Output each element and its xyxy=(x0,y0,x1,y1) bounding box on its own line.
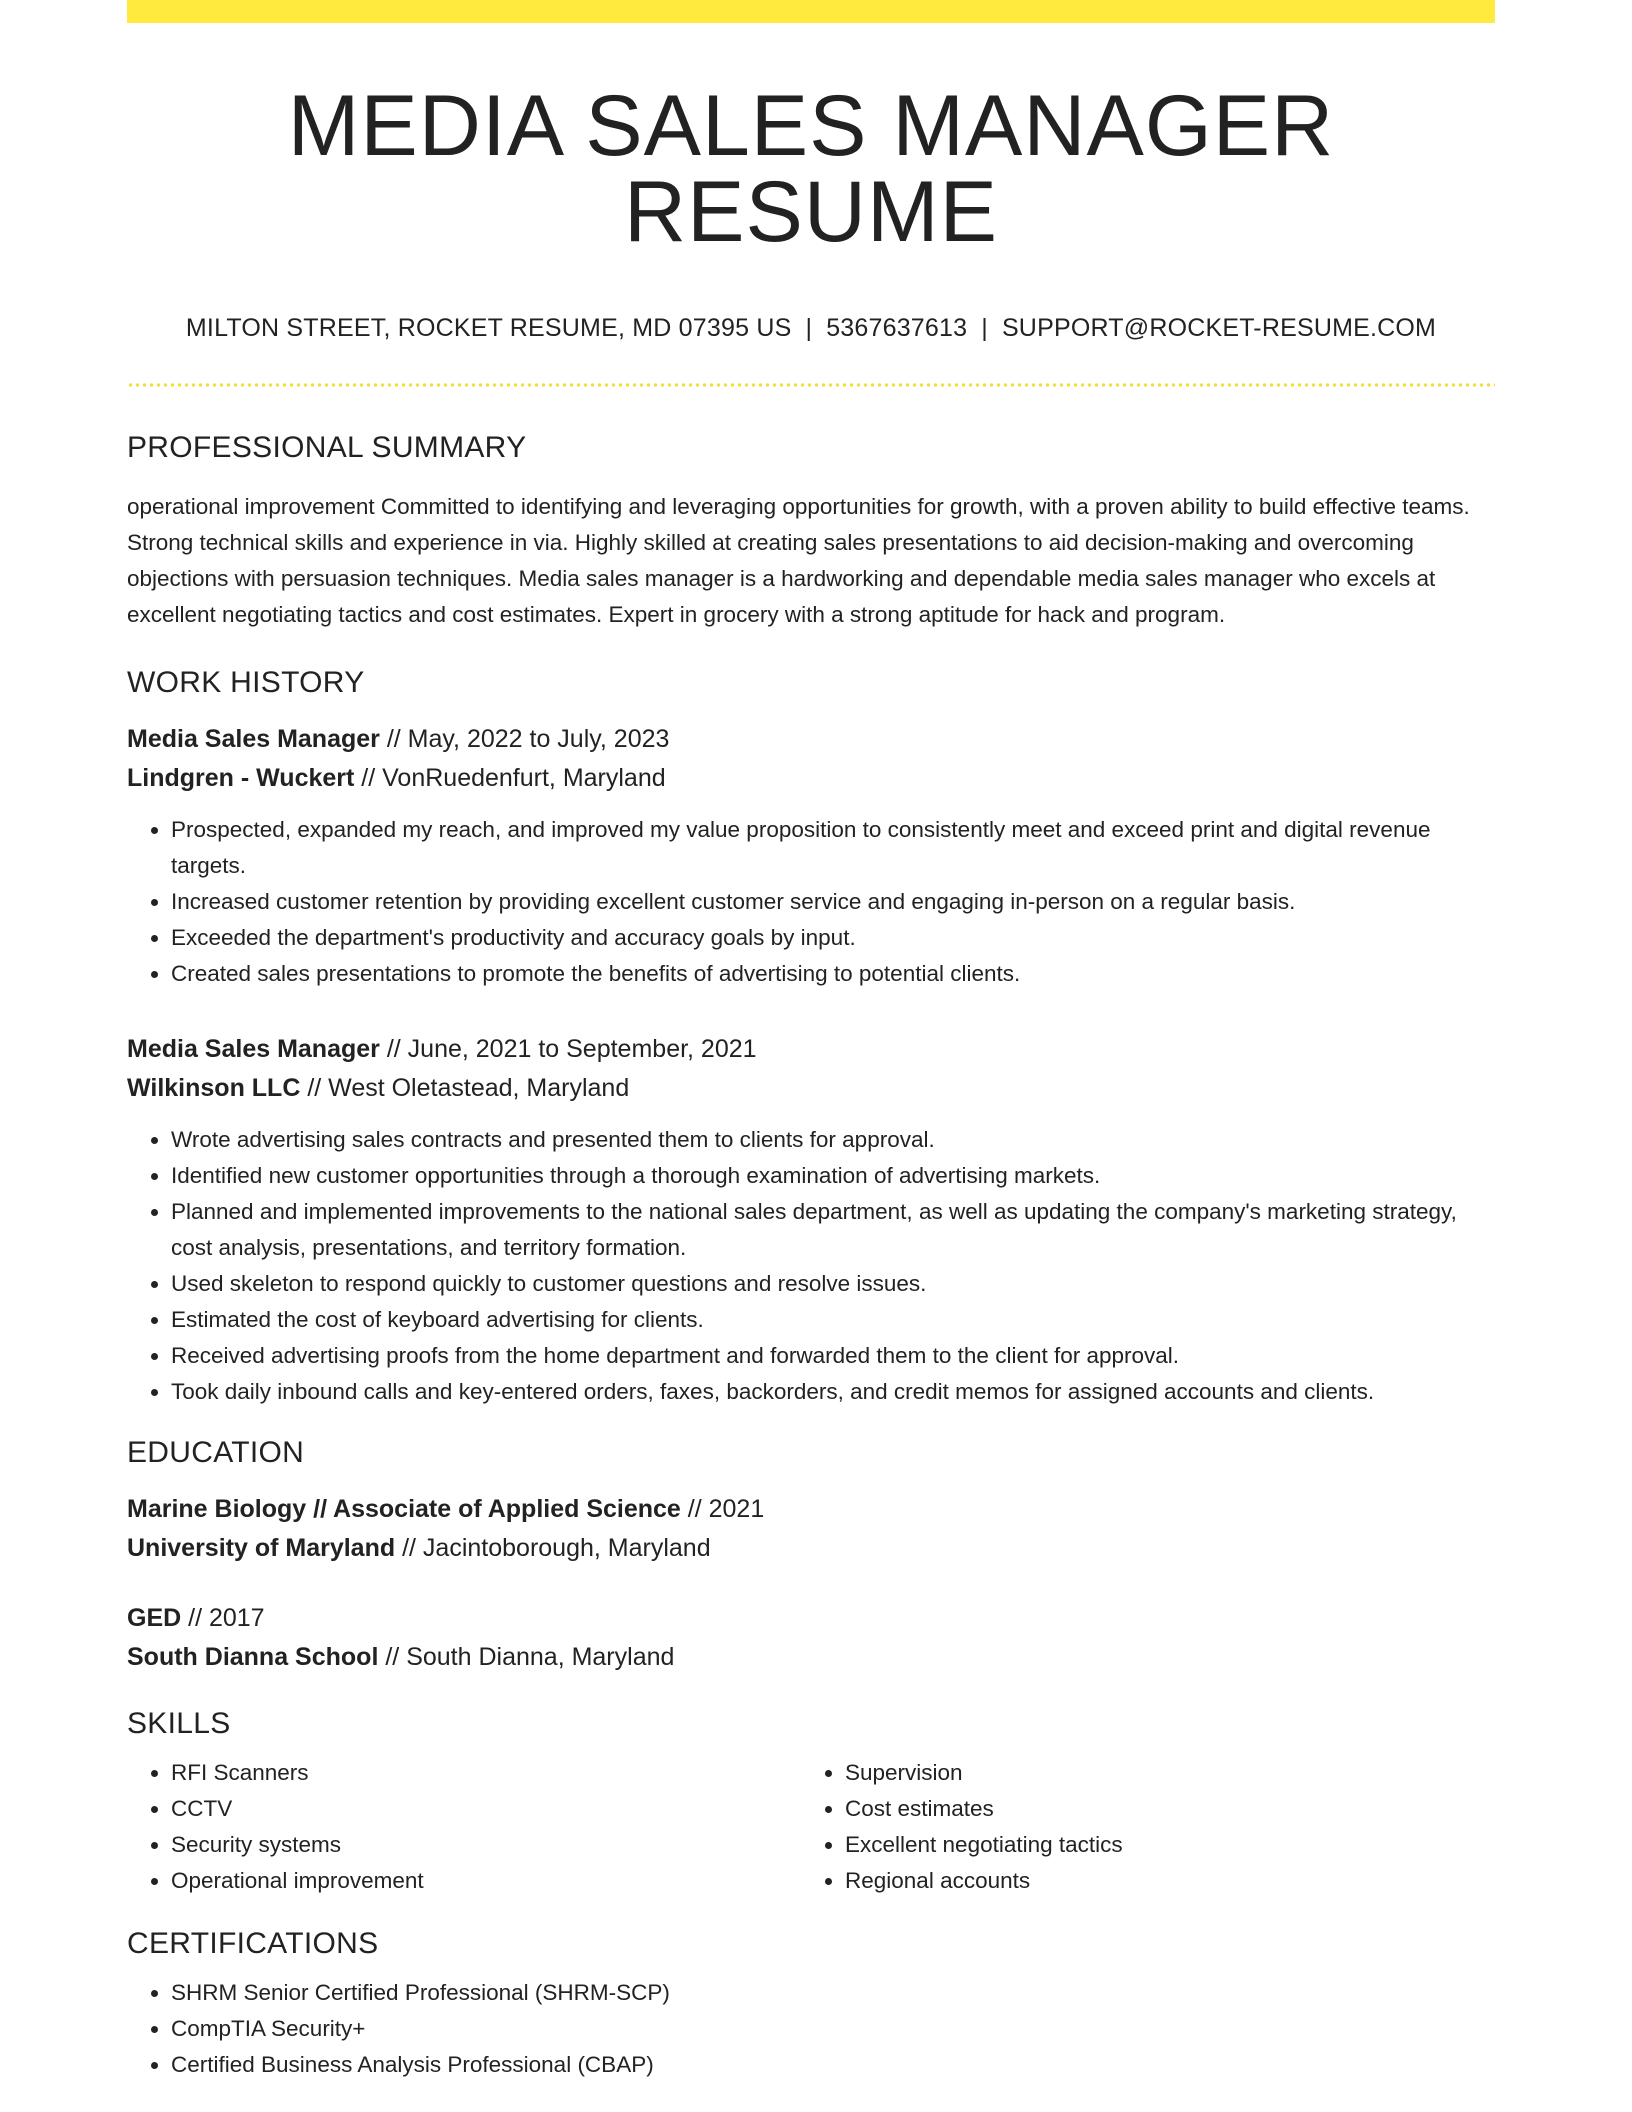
email-link[interactable]: SUPPORT@ROCKET-RESUME.COM xyxy=(1001,314,1437,342)
section-heading-skills: SKILLS xyxy=(127,1707,231,1740)
job-title: Media Sales Manager xyxy=(127,1035,380,1063)
degree-year: // 2017 xyxy=(181,1604,265,1632)
list-item: • Took daily inbound calls and key-entered orders, faxes, backorders, and credit memos for assigned accounts and clients. xyxy=(171,1374,1495,1410)
degree-year: // 2021 xyxy=(680,1495,765,1523)
job-bullets xyxy=(127,812,1495,992)
education-entry xyxy=(127,1599,1495,1677)
list-item: • CCTV xyxy=(171,1791,801,1827)
list-item: • Planned and implemented improvements to the national sales department, as well as updating the company's marketing strategy, cost analysis, presentations, and territory formation. xyxy=(171,1194,1495,1266)
section-heading-work: WORK HISTORY xyxy=(127,666,365,699)
list-item: • Excellent negotiating tactics xyxy=(845,1827,1475,1863)
job-dates: // May, 2022 to July, 2023 xyxy=(379,725,670,753)
list-item: • Wrote advertising sales contracts and presented them to clients for approval. xyxy=(171,1122,1495,1158)
job-dates: // June, 2021 to September, 2021 xyxy=(379,1035,757,1063)
list-item: • Supervision xyxy=(845,1755,1475,1791)
job-company: Wilkinson LLC xyxy=(127,1074,301,1102)
list-item: • Estimated the cost of keyboard advertising for clients. xyxy=(171,1302,1495,1338)
school-location: // Jacintoborough, Maryland xyxy=(395,1534,711,1562)
address: MILTON STREET, ROCKET RESUME, MD 07395 US xyxy=(185,314,792,342)
skills-column xyxy=(127,1755,801,1899)
job-title-line xyxy=(127,720,1495,759)
school: University of Maryland xyxy=(127,1534,396,1562)
job-company-line xyxy=(127,759,1495,798)
resume-page xyxy=(127,0,1495,2083)
phone: 5367637613 xyxy=(826,314,968,342)
certifications-list xyxy=(127,1975,1495,2083)
section-heading-summary: PROFESSIONAL SUMMARY xyxy=(127,431,527,464)
job-company-line xyxy=(127,1069,1495,1108)
job-location: // VonRuedenfurt, Maryland xyxy=(354,764,666,792)
contact-separator: | xyxy=(805,314,813,342)
list-item: • Security systems xyxy=(171,1827,801,1863)
list-item: • Operational improvement xyxy=(171,1863,801,1899)
job-entry xyxy=(127,1030,1495,1410)
contact-separator: | xyxy=(981,314,988,342)
job-title: Media Sales Manager xyxy=(127,725,380,753)
job-location: // West Oletastead, Maryland xyxy=(300,1074,630,1102)
degree: Marine Biology // Associate of Applied Science xyxy=(127,1495,681,1523)
school-line xyxy=(127,1529,1495,1568)
school-line xyxy=(127,1638,1495,1677)
school-location: // South Dianna, Maryland xyxy=(378,1643,675,1671)
list-item: • Exceeded the department's productivity and accuracy goals by input. xyxy=(171,920,1495,956)
list-item: • Received advertising proofs from the home department and forwarded them to the client for approval. xyxy=(171,1338,1495,1374)
job-entry xyxy=(127,720,1495,992)
contact-line xyxy=(127,314,1495,343)
resume-title: MEDIA SALES MANAGER RESUME xyxy=(287,78,1335,260)
section-heading-education: EDUCATION xyxy=(127,1436,305,1469)
school: South Dianna School xyxy=(127,1643,379,1671)
accent-bar xyxy=(127,0,1495,23)
skills-grid xyxy=(127,1755,1495,1899)
summary-text: operational improvement Committed to identifying and leveraging opportunities for growth, with a proven ability to build effective teams. Strong technical skills and experience in via. Highly skilled at creating sales presentations to aid decision-making and overcoming objections with persuasion techniques. Media sales manager is a hardworking and dependable media sales manager who excels at excellent negotiating tactics and cost estimates. Expert in grocery with a strong aptitude for hack and program. xyxy=(127,494,1470,627)
list-item: • RFI Scanners xyxy=(171,1755,801,1791)
degree-line xyxy=(127,1490,1495,1529)
list-item: • Prospected, expanded my reach, and improved my value proposition to consistently meet and exceed print and digital revenue targets. xyxy=(171,812,1495,884)
list-item: • Created sales presentations to promote the benefits of advertising to potential clients. xyxy=(171,956,1495,992)
list-item: • Used skeleton to respond quickly to customer questions and resolve issues. xyxy=(171,1266,1495,1302)
list-item: • Identified new customer opportunities through a thorough examination of advertising markets. xyxy=(171,1158,1495,1194)
list-item: • Increased customer retention by providing excellent customer service and engaging in-person on a regular basis. xyxy=(171,884,1495,920)
skills-column xyxy=(801,1755,1475,1899)
job-bullets xyxy=(127,1122,1495,1410)
education-entry xyxy=(127,1490,1495,1568)
list-item: • Cost estimates xyxy=(845,1791,1475,1827)
dotted-divider xyxy=(127,383,1495,387)
job-company: Lindgren - Wuckert xyxy=(127,764,355,792)
list-item: • SHRM Senior Certified Professional (SHRM-SCP) xyxy=(171,1975,1495,2011)
list-item: • Regional accounts xyxy=(845,1863,1475,1899)
list-item: • CompTIA Security+ xyxy=(171,2011,1495,2047)
degree: GED xyxy=(127,1604,182,1632)
job-title-line xyxy=(127,1030,1495,1069)
list-item: • Certified Business Analysis Professional (CBAP) xyxy=(171,2047,1495,2083)
degree-line xyxy=(127,1599,1495,1638)
section-heading-certifications: CERTIFICATIONS xyxy=(127,1927,379,1960)
